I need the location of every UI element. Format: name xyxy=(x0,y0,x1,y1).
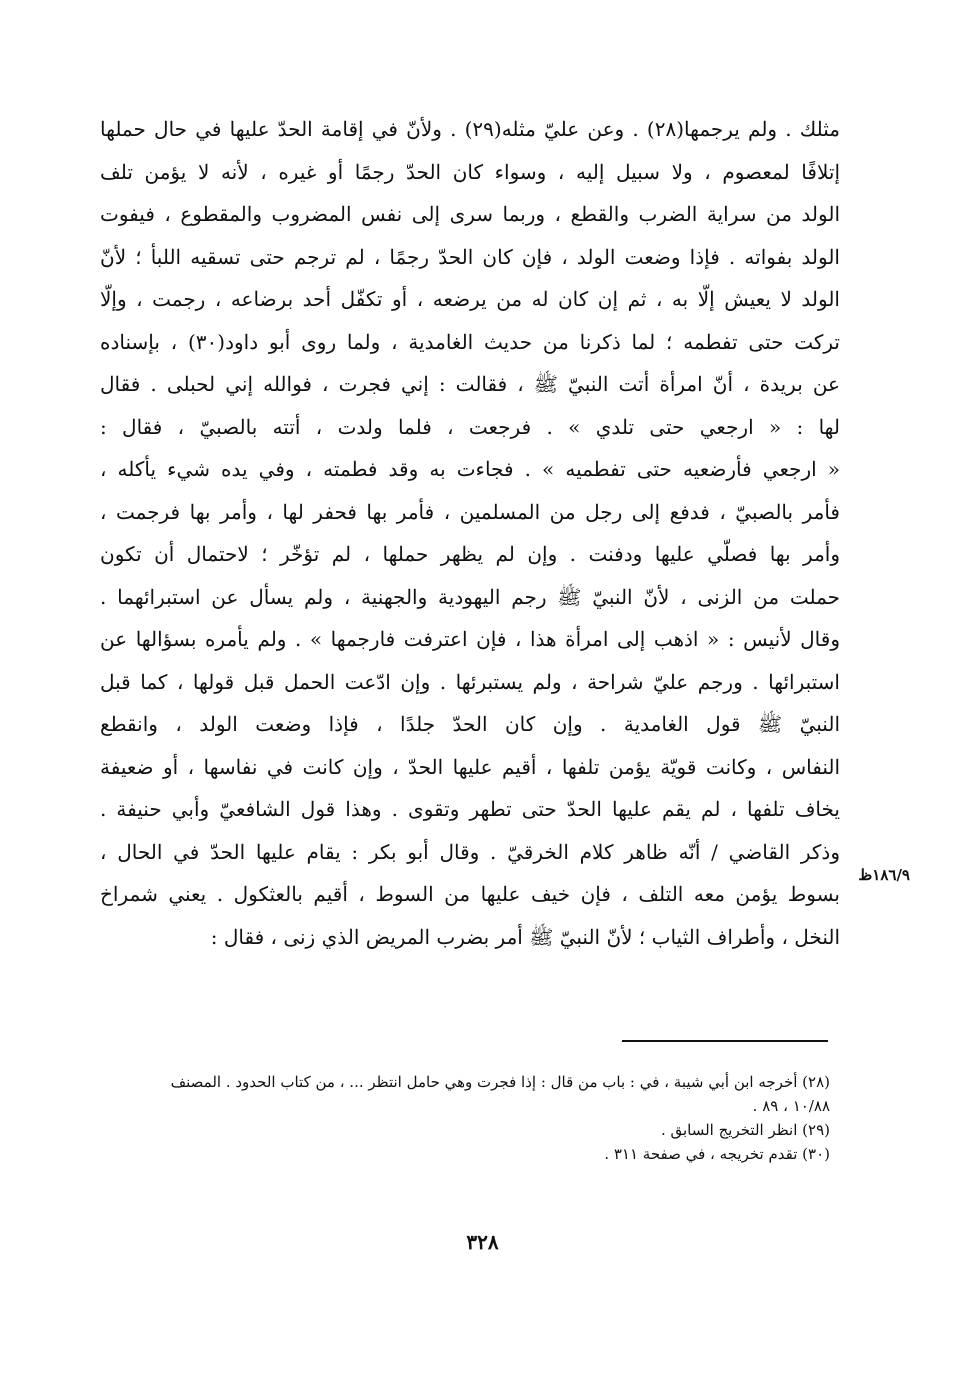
text-line: مثلك . ولم يرجمها(٢٨) . وعن عليّ مثله(٢٩) . ولأنّ في إقامة الحدّ عليها في حال حملها xyxy=(100,117,840,141)
text-line: بسوط يؤمن معه التلف ، فإن خيف عليها من السوط ، أقيم بالعثكول . يعني شمراخ xyxy=(100,882,840,906)
page-number: ٣٢٨ xyxy=(466,1230,499,1254)
text-line: وأمر بها فصلّي عليها ودفنت . وإن لم يظهر حملها ، لم تؤخّر ؛ لاحتمال أن تكون xyxy=(100,542,840,566)
text-line: لها : « ارجعي حتى تلدي » . فرجعت ، فلما ولدت ، أتته بالصبيّ ، فقال : xyxy=(100,414,840,439)
text-line: وذكر القاضي / أنّه ظاهر كلام الخرقيّ . وقال أبو بكر : يقام عليها الحدّ في الحال ، xyxy=(100,839,840,864)
text-line: وقال لأنيس : « اذهب إلى امرأة هذا ، فإن اعترفت فارجمها » . ولم يأمره بسؤالها عن xyxy=(100,627,840,651)
margin-folio-reference: ١٨٦/٩ظ xyxy=(858,866,910,884)
text-line: إتلافًا لمعصوم ، ولا سبيل إليه ، وسواء كان الحدّ رجمًا أو غيره ، لأنه لا يؤمن تلف xyxy=(100,159,840,184)
footnote: (٢٩) انظر التخريج السابق . xyxy=(660,1121,830,1139)
footnote-separator xyxy=(622,1040,828,1043)
text-line: الولد بفواته . فإذا وضعت الولد ، فإن كان الحدّ رجمًا ، لم ترجم حتى تسقيه اللبأ ؛ لأنّ xyxy=(100,244,840,269)
footnote: (٢٨) أخرجه ابن أبي شيبة ، في : باب من قال : إذا فجرت وهي حامل انتظر ... ، من كتاب الحدود . المصنف ١٠/٨٨ ، ٨٩ . xyxy=(170,1073,830,1115)
text-line: تركت حتى تفطمه ؛ لما ذكرنا من حديث الغامدية ، ولما روى أبو داود(٣٠) ، بإسناده xyxy=(100,329,840,354)
footnotes xyxy=(150,1070,830,1166)
text-line: النخل ، وأطراف الثياب ؛ لأنّ النبيّ ﷺ أمر بضرب المريض الذي زنى ، فقال : xyxy=(210,924,840,949)
footnote: (٣٠) تقدم تخريجه ، في صفحة ٣١١ . xyxy=(604,1145,830,1163)
text-line: حملت من الزنى ، لأنّ النبيّ ﷺ رجم اليهودية والجهنية ، ولم يسأل عن استبرائهما . xyxy=(100,584,840,609)
text-line: الولد لا يعيش إلّا به ، ثم إن كان له من يرضعه ، أو تكفّل أحد برضاعه ، رجمت ، وإلّا xyxy=(100,287,840,311)
text-line: استبرائها . ورجم عليّ شراحة ، ولم يستبرئها . وإن ادّعت الحمل قبل قولها ، كما قبل xyxy=(100,669,840,694)
text-line: فأمر بالصبيّ ، فدفع إلى رجل من المسلمين ، فأمر بها فحفر لها ، وأمر بها فرجمت ، xyxy=(100,499,840,524)
text-line: النفاس ، وكانت قويّة يؤمن تلفها ، أقيم عليها الحدّ ، وإن كانت في نفاسها ، أو ضعيفة xyxy=(100,754,840,779)
text-line: « ارجعي فأرضعيه حتى تفطميه » . فجاءت به وقد فطمته ، وفي يده شيء يأكله ، xyxy=(100,457,840,481)
text-line: يخاف تلفها ، لم يقم عليها الحدّ حتى تطهر وتقوى . وهذا قول الشافعيّ وأبي حنيفة . xyxy=(100,797,840,821)
text-line: الولد من سراية الضرب والقطع ، وربما سرى إلى نفس المضروب والمقطوع ، فيفوت xyxy=(100,202,840,226)
main-text xyxy=(100,108,840,958)
text-line: عن بريدة ، أنّ امرأة أتت النبيّ ﷺ ، فقالت : إني فجرت ، فوالله إني لحبلى . فقال xyxy=(100,372,840,396)
text-line: النبيّ ﷺ قول الغامدية . وإن كان الحدّ جلدًا ، فإذا وضعت الولد ، وانقطع xyxy=(100,712,840,736)
